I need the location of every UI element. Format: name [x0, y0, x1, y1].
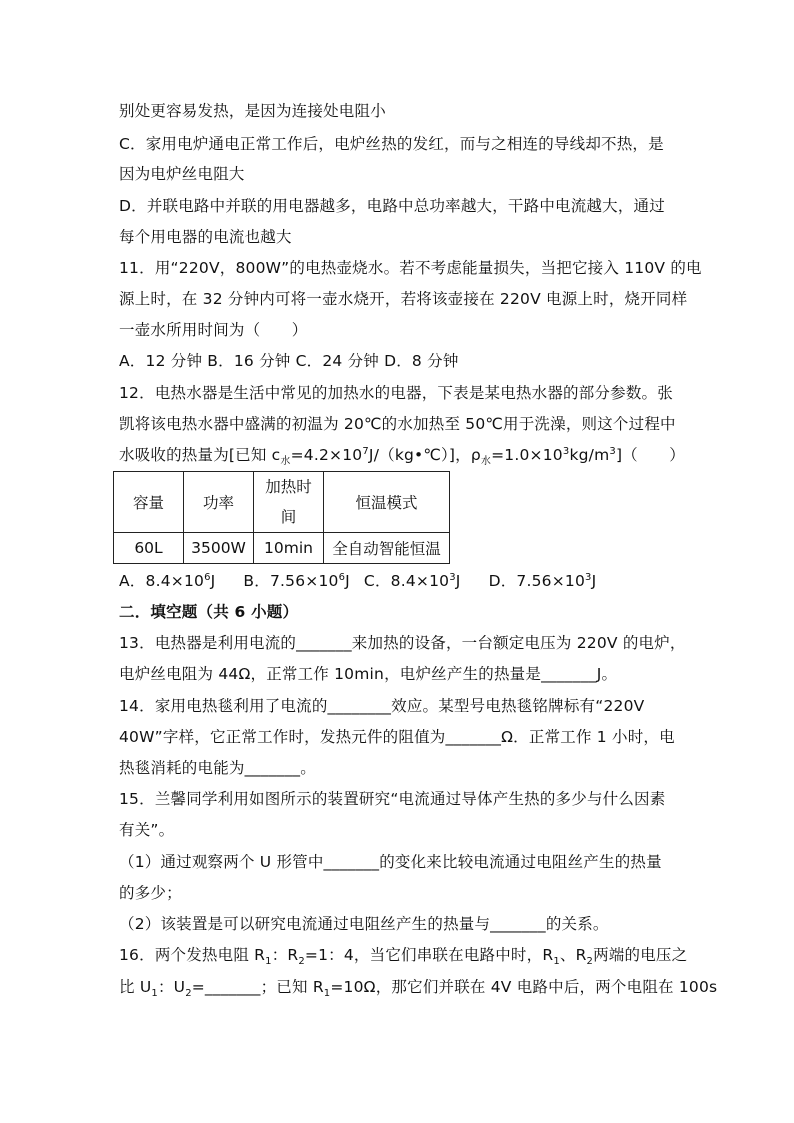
text-line: 比 $U_1$：$U_2=\_\_\_\_\_\_\_$；已知 $R_1=10\Omega$，那它们并联在 4V 电路中后，两个电阻在 100s	[119, 978, 718, 1000]
question-12: 12．电热水器是生活中常见的加热水的电器，下表是某电热水器的部分参数。张	[119, 384, 673, 402]
question-15: 15．兰馨同学利用如图所示的装置研究“电流通过导体产生热的多少与什么因素	[119, 790, 666, 808]
table-header: 功率	[184, 472, 254, 533]
parameter-table	[113, 471, 450, 564]
text-line: 别处更容易发热，是因为连接处电阻小	[119, 102, 386, 120]
text-line: 源上时，在 32 分钟内可将一壶水烧开，若将该壶接在 220V 电源上时，烧开同样	[119, 290, 688, 308]
question-11-options: A．12 分钟 B．16 分钟 C．24 分钟 D．8 分钟	[119, 352, 459, 370]
option-d: D．并联电路中并联的用电器越多，电路中总功率越大，干路中电流越大，通过	[119, 197, 665, 215]
text-line: 热毯消耗的电能为_______。	[119, 759, 316, 777]
table-cell: 3500W	[184, 533, 254, 564]
table-cell: 60L	[114, 533, 184, 564]
text-line: 因为电炉丝电阻大	[119, 165, 245, 183]
text-line: 凯将该电热水器中盛满的初温为 20℃的水加热至 50℃用于洗澡，则这个过程中	[119, 415, 676, 433]
text-line: 水吸收的热量为[已知 $c_水=4.2\times 10^7J/(kg•℃)$]，$\rho_水=1.0\times 10^3kg/m^3$]（ ）	[119, 445, 685, 468]
text-line: 一壶水所用时间为（ ）	[119, 321, 308, 339]
question-15-part-2: （2）该装置是可以研究电流通过电阻丝产生的热量与_______的关系。	[119, 915, 609, 933]
question-11: 11．用“220V，800W”的电热壶烧水。若不考虑能量损失，当把它接入 110V 的电	[119, 259, 702, 277]
question-12-options: A．$8.4\times 10^6J$ B．$7.56\times 10^6J$ C．$8.4\times 10^3J$ D．$7.56\times 10^3J$	[119, 571, 597, 590]
text-line: 40W”字样，它正常工作时，发热元件的阻值为_______Ω．正常工作 1 小时，电	[119, 728, 675, 746]
table-cell: 全自动智能恒温	[324, 533, 450, 564]
question-15-part-1: （1）通过观察两个 U 形管中_______的变化来比较电流通过电阻丝产生的热量	[119, 853, 662, 871]
text-line: 有关”。	[119, 821, 175, 839]
question-13: 13．电热器是利用电流的_______来加热的设备，一台额定电压为 220V 的电炉，	[119, 634, 686, 652]
question-16: 16．两个发热电阻 $R_1$：$R_2=1$：4，当它们串联在电路中时，$R_1$、$R_2$两端的电压之	[119, 946, 688, 968]
table-header: 加热时间	[254, 472, 324, 533]
table-cell: 10min	[254, 533, 324, 564]
text-line: 每个用电器的电流也越大	[119, 228, 292, 246]
text-line: 的多少；	[119, 884, 182, 902]
section-heading: 二．填空题（共 6 小题）	[119, 603, 299, 621]
text-line: 电炉丝电阻为 44Ω，正常工作 10min，电炉丝产生的热量是_______J。	[119, 665, 618, 683]
table-header: 恒温模式	[324, 472, 450, 533]
option-c: C．家用电炉通电正常工作后，电炉丝热的发红，而与之相连的导线却不热，是	[119, 135, 664, 153]
table-header: 容量	[114, 472, 184, 533]
question-14: 14．家用电热毯利用了电流的________效应。某型号电热毯铭牌标有“220V	[119, 697, 645, 715]
